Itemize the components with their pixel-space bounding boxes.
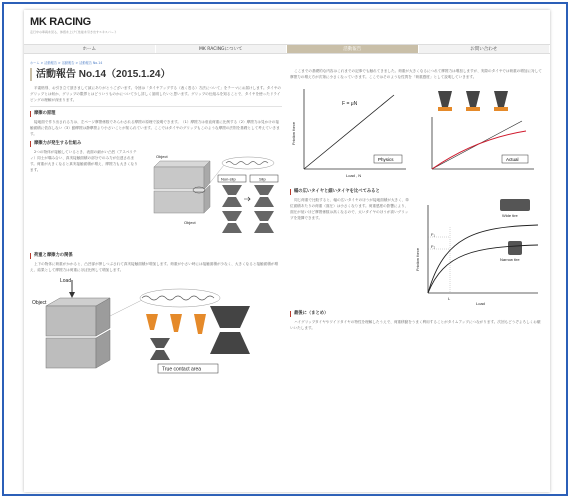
contact-block-lower-side: [96, 330, 110, 368]
contact-block-front: [46, 306, 96, 336]
nonslip-label: Non-slip: [221, 176, 236, 182]
web-page: [24, 10, 550, 492]
contact-object-label: Object: [32, 300, 47, 306]
section-body-mechanism: 2つの物体が接触しているとき、表面の細かい凸凹（アスペリティ）同士が噛み合い、真実接触面積の部分でのみ力が伝達されます。荷重が大きくなると真実接触面積が増え、摩擦力も大きくなります。: [30, 150, 138, 172]
actual-tag: Actual: [506, 157, 519, 162]
slip-bottom-tooth-2: [254, 223, 274, 233]
nav-item-reports[interactable]: 活動報告: [287, 45, 419, 53]
upper-block-top: [154, 161, 210, 167]
actual-contact-3: [494, 107, 508, 111]
zoom-bubble: [222, 157, 274, 169]
nonslip-bottom-tooth: [222, 197, 242, 207]
contact-zoom-connector: [110, 300, 142, 316]
site-logo[interactable]: MK RACING: [30, 16, 91, 28]
f1-label: F₁: [431, 232, 435, 237]
wide-tire-label: Wide tire: [502, 213, 518, 218]
nav-item-contact[interactable]: お問い合わせ: [419, 45, 551, 53]
section-heading-load: 荷重と摩擦力の関係: [30, 253, 282, 259]
nonslip-top-tooth-2: [222, 211, 242, 221]
tire-ylabel: Friction force: [415, 247, 420, 271]
section-body-summary: ハイグリップタイヤやワイドタイヤの特性を理解したうえで、荷重移動をうまく利用することがタイムアップにつながります。次回もどうぞよろしくお願いいたします。: [290, 320, 541, 330]
nav-item-about[interactable]: MK RACINGについて: [156, 45, 288, 53]
section-body-tires: 同じ荷重で比較すると、幅の広いタイヤのほうが接地面積が大きく、単位面積あたりの荷重（面圧）は小さくなります。荷重感度の影響により、面圧が低いほど摩擦係数は高くなるので、太いタイヤのほうが高いグリップを発揮できます。: [290, 198, 409, 220]
upper-block: [154, 167, 204, 189]
section-heading-summary: 最後に（まとめ）: [290, 311, 544, 317]
object-label-bottom: Object: [184, 220, 196, 225]
slip-top-tooth-2: [254, 211, 274, 221]
nav-item-home[interactable]: ホーム: [24, 45, 156, 53]
contact-area-diagram: [30, 276, 282, 376]
wide-tire-curve: [428, 225, 538, 293]
narrow-tire-icon: [508, 241, 522, 255]
contact-block-lower: [46, 338, 96, 368]
contact-zoom-bubble: [140, 289, 220, 307]
tire-chart: [414, 197, 544, 307]
right-intro: ここまでの基礎的な内容はこれまでの記事でも触れてきました。荷重が大きくなるにつれて摩擦力は増加しますが、実際のタイヤでは荷重の増加に対して摩擦力の増え方が次第に小さくなっていきます。ここではそのような性質を「荷重感度」として説明していきます。: [290, 69, 542, 79]
actual-curve: [432, 131, 526, 169]
lower-block: [154, 191, 204, 213]
physics-chart: [290, 85, 412, 185]
load-arrow-head: [69, 292, 75, 298]
article-side-column: [290, 68, 544, 488]
f2-label: F₂: [431, 244, 435, 249]
true-contact-label: True contact area: [162, 366, 202, 373]
physics-ylabel: Friction force: [291, 121, 296, 145]
wide-tire-icon: [500, 199, 530, 211]
physics-tag: Physics: [378, 157, 394, 162]
actual-contact-2: [466, 107, 480, 111]
zoom-top-tooth: [210, 306, 250, 328]
slip-bottom-tooth: [254, 197, 274, 207]
divider: [30, 106, 282, 107]
section-heading-tires: 幅の広いタイヤと細いタイヤを比べてみると: [290, 189, 544, 195]
narrow-tire-label: Narrow tire: [500, 257, 520, 262]
site-tagline: 走行中の車両を見る、体感を上げて性能を引き出すエキスパート: [30, 30, 117, 34]
nonslip-top-tooth: [222, 185, 242, 195]
small-tooth-bottom: [150, 350, 170, 360]
load-label: Load: [60, 278, 72, 284]
section-body-load: 上下の物体に荷重がかかると、凸凹部が押しつぶされて真実接触面積が増加します。荷重が小さい時には接触面積が少なく、大きくなると接触面積が増え、結果として摩擦力は荷重にほぼ比例して増加します。: [30, 262, 279, 272]
zoom-bottom-tooth: [210, 332, 250, 354]
actual-contact-1: [438, 107, 452, 111]
actual-chart: [418, 85, 540, 185]
cone-3: [194, 314, 206, 334]
section-heading-friction: 摩擦の原理: [30, 111, 282, 117]
slip-top-tooth: [254, 185, 274, 195]
l-label: L: [448, 296, 451, 301]
tire-xlabel: Load: [476, 301, 485, 306]
cone-2: [170, 314, 182, 332]
main-nav: [24, 44, 550, 54]
actual-weight-2: [466, 91, 480, 107]
section-heading-mechanism: 摩擦力が発生する仕組み: [30, 141, 282, 147]
section-body-friction: 接地面で作り出される力は、左ページ摩擦係数であらわされる摩擦の原理で説明できます。（1）摩擦力は垂直荷重に比例する（2）摩擦力は見かけの接触面積に依存しない（3）動摩擦は静摩擦より小さいことが知られています。ここではタイヤのグリップもこのような摩擦の法則を基礎として考えていきます。: [30, 120, 280, 136]
actual-weight-3: [494, 91, 508, 107]
physics-formula: F = μN: [342, 101, 358, 107]
article-intro: 平素格別、お引き立て頂きまして誠にありがとうございます。今回は「タイヤアップする（表く巻る）方法について」をテーマにお届けします。タイヤのグリップとは何か、グリップの限界とはどういうものかについて少し詳しく説明したいと思います。グリップの仕組みを知ることで、タイヤを使ったドライビングの理解が深まります。: [30, 86, 281, 102]
slip-arrow-icon: [244, 197, 250, 201]
breadcrumb[interactable]: ホーム > 活動報告 > 活動報告 > 活動報告 No.14: [30, 61, 103, 65]
site-header: [24, 10, 550, 40]
article-main-column: [30, 68, 282, 488]
object-label-top: Object: [156, 154, 168, 159]
slip-diagram: [144, 149, 282, 249]
small-tooth-top: [150, 338, 170, 348]
nonslip-bottom-tooth-2: [222, 223, 242, 233]
screenshot-frame: [2, 2, 568, 496]
cone-1: [146, 314, 158, 330]
actual-weight-1: [438, 91, 452, 107]
article-title: 活動報告 No.14（2015.1.24）: [30, 68, 282, 81]
slip-label: Slip: [259, 176, 266, 182]
physics-xlabel: Load , N: [346, 173, 362, 178]
